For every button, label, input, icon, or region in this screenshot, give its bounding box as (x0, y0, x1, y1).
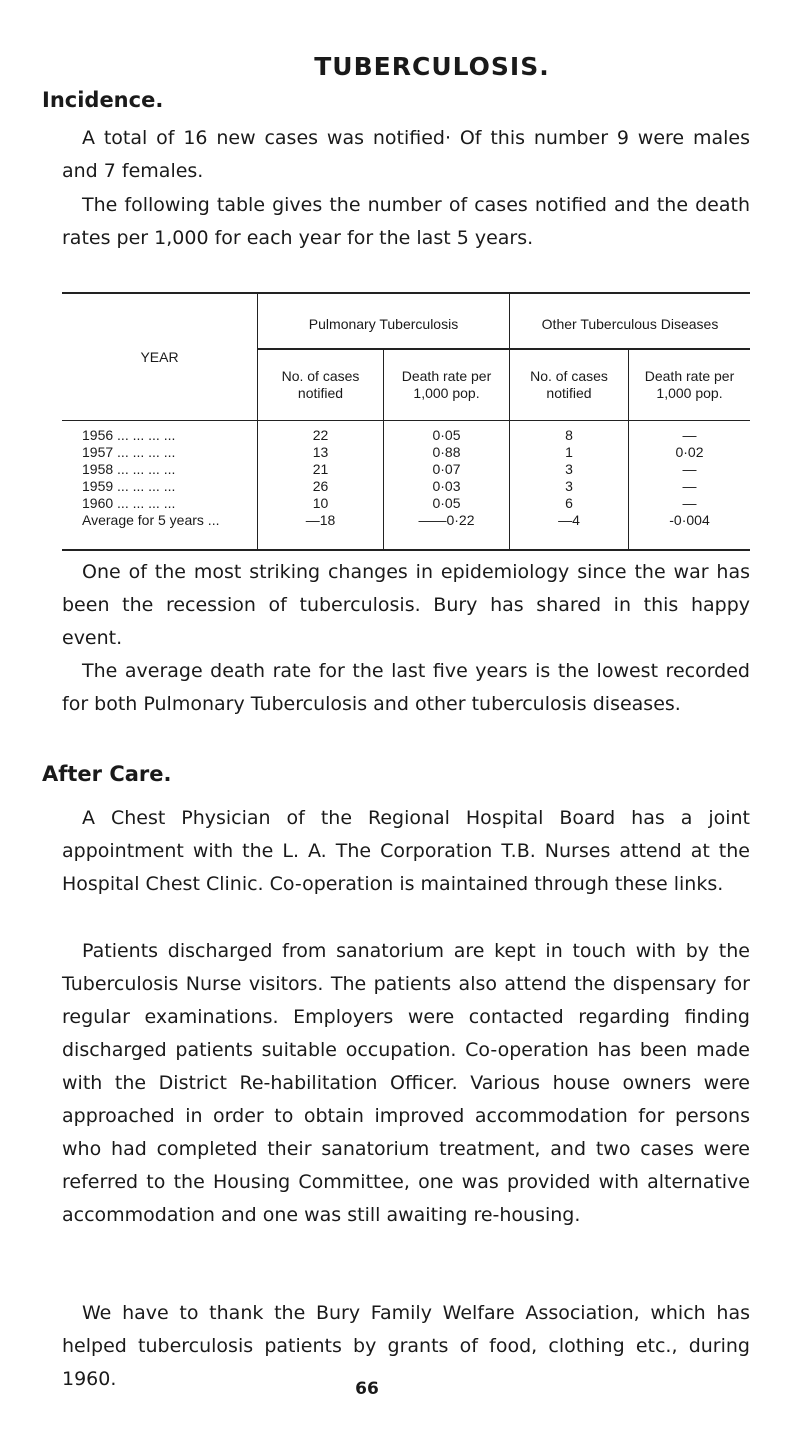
page-title: TUBERCULOSIS. (314, 52, 550, 81)
row-year: 1958 ... ... ... ... (62, 461, 258, 478)
section-heading-incidence: Incidence. (42, 88, 164, 112)
pulmonary-rate-cell: ——0·22 (384, 512, 510, 550)
row-year: 1957 ... ... ... ... (62, 444, 258, 461)
after-care-paragraph-1: A Chest Physician of the Regional Hospital Board has a joint appointment with the L. A. The Corporation T.B. Nurses attend at the Hospital Chest Clinic. Co-operation is maintained through these links. (62, 807, 750, 895)
after-care-paragraph-3: We have to thank the Bury Family Welfare Association, which has helped tuberculosis patients by grants of food, clothing etc., during 1960. (62, 1302, 750, 1390)
other-rate-cell: — (682, 461, 697, 477)
incidence-paragraph-1: A total of 16 new cases was notified· Of this number 9 were males and 7 females. (62, 127, 750, 182)
other-rate-cell: -0·004 (669, 512, 710, 528)
table-row-average (62, 512, 750, 550)
pulmonary-rate-cell: 0·88 (384, 444, 510, 461)
pulmonary-cases-header: No. of cases notified (258, 349, 384, 421)
discussion-paragraph-1: One of the most striking changes in epidemiology since the war has been the recession of tuberculosis. Bury has shared in this happy event. (62, 561, 750, 649)
table-row (62, 421, 750, 445)
row-year: 1959 ... ... ... ... (62, 478, 258, 495)
pulmonary-rate-cell: 0·07 (384, 461, 510, 478)
other-cases-cell: 1 (510, 444, 629, 461)
other-rate-cell: — (682, 495, 697, 511)
table-row (62, 461, 750, 478)
pulmonary-rate-cell: 0·03 (384, 478, 510, 495)
pulmonary-cases-cell: 26 (258, 478, 384, 495)
year-column-header: YEAR (62, 293, 258, 421)
other-cases-cell: 3 (510, 461, 629, 478)
other-rate-header: Death rate per 1,000 pop. (629, 349, 751, 421)
pulmonary-rate-cell: 0·05 (384, 495, 510, 512)
other-cases-header: No. of cases notified (510, 349, 629, 421)
other-rate-cell: 0·02 (675, 444, 704, 460)
other-cases-cell: 3 (510, 478, 629, 495)
other-rate-cell: — (682, 427, 697, 443)
table-row (62, 444, 750, 461)
pulmonary-rate-header: Death rate per 1,000 pop. (384, 349, 510, 421)
table-row (62, 495, 750, 512)
pulmonary-cases-cell: 10 (258, 495, 384, 512)
pulmonary-rate-cell: 0·05 (384, 421, 510, 445)
section-heading-after-care: After Care. (42, 762, 172, 786)
discussion-paragraph-2: The average death rate for the last five years is the lowest recorded for both Pulmonary Tuberculosis and other tuberculosis diseases. (62, 660, 750, 715)
pulmonary-cases-cell: 13 (258, 444, 384, 461)
table-row (62, 478, 750, 495)
other-cases-cell: —4 (510, 512, 629, 550)
pulmonary-group-header: Pulmonary Tuberculosis (258, 293, 510, 349)
pulmonary-cases-cell: —18 (258, 512, 384, 550)
incidence-paragraph-2: The following table gives the number of cases notified and the death rates per 1,000 for each year for the last 5 years. (62, 194, 750, 249)
other-group-header: Other Tuberculous Diseases (541, 316, 719, 332)
tuberculosis-table (62, 292, 750, 551)
other-cases-cell: 6 (510, 495, 629, 512)
row-year: 1960 ... ... ... ... (62, 495, 258, 512)
row-year: Average for 5 years ... (62, 512, 258, 550)
other-rate-cell: — (682, 478, 697, 494)
row-year: 1956 ... ... ... ... (62, 421, 258, 445)
pulmonary-cases-cell: 21 (258, 461, 384, 478)
page-number: 66 (355, 1379, 379, 1399)
other-cases-cell: 8 (510, 421, 629, 445)
pulmonary-cases-cell: 22 (258, 421, 384, 445)
after-care-paragraph-2: Patients discharged from sanatorium are kept in touch with by the Tuberculosis Nurse visitors. The patients also attend the dispensary for regular examinations. Employers were contacted regarding finding discharged patients suitable occupation. Co-operation has been made with the District Re-habilitation Officer. Various house owners were approached in order to obtain improved accommodation for persons who had completed their sanatorium treatment, and two cases were referred to the Housing Committee, one was provided with alternative accommodation and one was still awaiting re-housing. (62, 940, 750, 1226)
